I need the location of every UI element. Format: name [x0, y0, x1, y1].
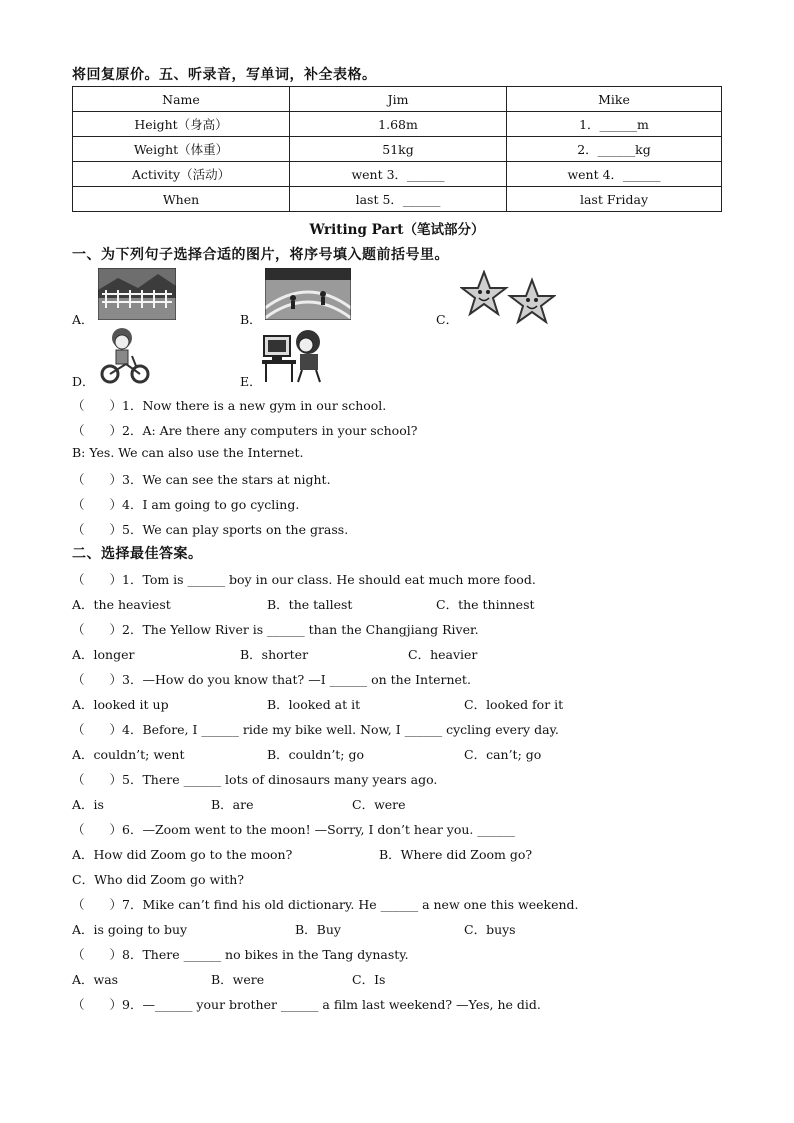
table-cell: 2．______kg [507, 137, 722, 162]
question-4-option-c: C．can’t; go [464, 747, 542, 762]
section1-item-1: （ ）1．Now there is a new gym in our school. [72, 398, 387, 413]
table-cell: Mike [507, 87, 722, 112]
question-6-option-c: C．Who did Zoom go with? [72, 872, 244, 887]
question-6-option-a: A．How did Zoom go to the moon? [72, 847, 293, 862]
question-5-option-c: C．were [352, 797, 406, 812]
table-row [73, 162, 722, 187]
table-cell: Name [73, 87, 290, 112]
question-8-option-b: B．were [211, 972, 265, 987]
question-1-option-b: B．the tallest [267, 597, 353, 612]
question-5-option-a: A．is [72, 797, 104, 812]
table-cell: went 4．______ [507, 162, 722, 187]
question-5-stem: （ ）5．There ______ lots of dinosaurs many years ago. [72, 772, 438, 787]
table-row [73, 137, 722, 162]
picture-label-b: B． [240, 312, 262, 327]
table-cell: 1．______m [507, 112, 722, 137]
picture-label-d: D． [72, 374, 95, 389]
writing-part-title: Writing Part（笔试部分） [309, 222, 485, 238]
question-8-option-a: A．was [72, 972, 119, 987]
question-6-stem: （ ）6．—Zoom went to the moon! —Sorry, I don’t hear you. ______ [72, 822, 515, 837]
computer-user-picture [262, 326, 326, 384]
section1-item-2-reply: B: Yes. We can also use the Internet. [72, 445, 304, 460]
question-5-option-b: B．are [211, 797, 254, 812]
table-cell: last 5．______ [290, 187, 507, 212]
question-1-option-a: A．the heaviest [72, 597, 171, 612]
section2-heading: 二、选择最佳答案。 [72, 546, 203, 562]
question-3-stem: （ ）3．—How do you know that? —I ______ on the Internet. [72, 672, 471, 687]
section1-item-4: （ ）4．I am going to go cycling. [72, 497, 300, 512]
question-7-stem: （ ）7．Mike can’t find his old dictionary. He ______ a new one this weekend. [72, 897, 579, 912]
question-4-option-b: B．couldn’t; go [267, 747, 365, 762]
table-cell: went 3．______ [290, 162, 507, 187]
question-2-option-a: A．longer [72, 647, 135, 662]
question-6-option-b: B．Where did Zoom go? [379, 847, 533, 862]
question-2-option-b: B．shorter [240, 647, 309, 662]
question-2-option-c: C．heavier [408, 647, 478, 662]
picture-label-a: A． [72, 312, 94, 327]
table-cell: Height（身高） [73, 112, 290, 137]
question-7-option-c: C．buys [464, 922, 516, 937]
question-4-option-a: A．couldn’t; went [72, 747, 185, 762]
question-4-stem: （ ）4．Before, I ______ ride my bike well. Now, I ______ cycling every day. [72, 722, 559, 737]
park-fence-picture [98, 268, 176, 320]
table-row [73, 112, 722, 137]
section1-item-2: （ ）2．A: Are there any computers in your school? [72, 423, 418, 438]
table-cell: 51kg [290, 137, 507, 162]
table-row [73, 187, 722, 212]
listening-table [72, 86, 722, 212]
table-cell: Activity（活动） [73, 162, 290, 187]
section1-heading: 一、为下列句子选择合适的图片，将序号填入题前括号里。 [72, 247, 449, 263]
header-line: 将回复原价。五、听录音，写单词，补全表格。 [72, 67, 377, 83]
question-9-stem: （ ）9．—______ your brother ______ a film last weekend? —Yes, he did. [72, 997, 541, 1012]
table-cell: Weight（体重） [73, 137, 290, 162]
question-7-option-a: A．is going to buy [72, 922, 188, 937]
table-cell: last Friday [507, 187, 722, 212]
section1-item-3: （ ）3．We can see the stars at night. [72, 472, 331, 487]
question-3-option-a: A．looked it up [72, 697, 169, 712]
table-cell: When [73, 187, 290, 212]
table-cell: Jim [290, 87, 507, 112]
section1-item-5: （ ）5．We can play sports on the grass. [72, 522, 349, 537]
question-3-option-c: C．looked for it [464, 697, 564, 712]
question-3-option-b: B．looked at it [267, 697, 361, 712]
gym-picture [265, 268, 351, 320]
picture-label-c: C． [436, 312, 459, 327]
question-8-stem: （ ）8．There ______ no bikes in the Tang dynasty. [72, 947, 409, 962]
question-1-stem: （ ）1．Tom is ______ boy in our class. He should eat much more food. [72, 572, 536, 587]
picture-label-e: E． [240, 374, 262, 389]
child-cycling-picture [98, 326, 152, 384]
table-row [73, 87, 722, 112]
table-cell: 1.68m [290, 112, 507, 137]
question-8-option-c: C．Is [352, 972, 386, 987]
stars-picture [460, 270, 556, 326]
question-7-option-b: B．Buy [295, 922, 341, 937]
question-2-stem: （ ）2．The Yellow River is ______ than the Changjiang River. [72, 622, 479, 637]
question-1-option-c: C．the thinnest [436, 597, 535, 612]
